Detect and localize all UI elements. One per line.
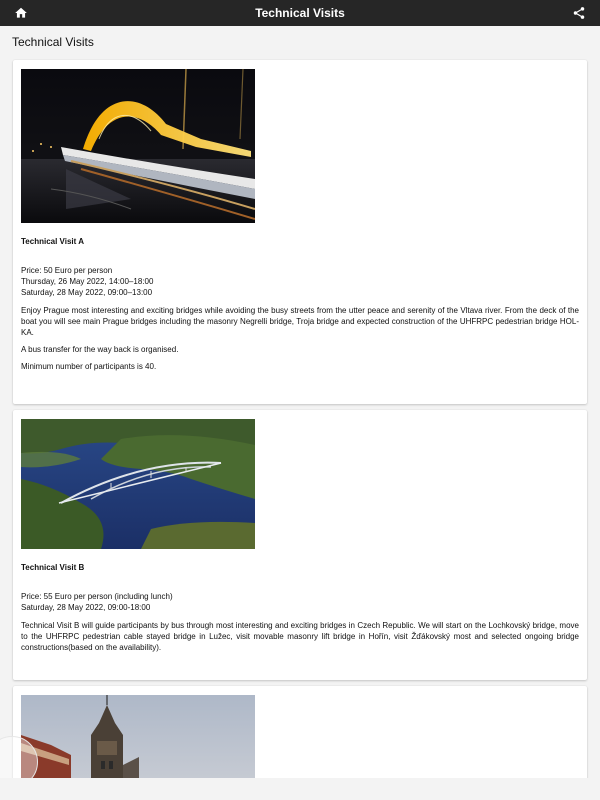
header-title: Technical Visits [255,6,345,20]
visit-card-b [13,410,587,680]
night-arch-bridge-photo [21,69,255,223]
valley-arch-bridge-photo [21,419,255,549]
visit-description: Enjoy Prague most interesting and exciting bridges while avoiding the busy streets from the utter peace and serenity of the Vltava river. From the deck of the boat you will see main Prague bridges including the masonry Negrelli bridge, Troja bridge and expected construction of the UHFRPC pedestrian bridge HOL-KA. [21,306,579,337]
visit-description: A bus transfer for the way back is organised. [21,345,179,354]
visit-info [21,265,579,298]
visit-title: Technical Visit B [21,563,85,572]
visit-date: Thursday, 26 May 2022, 14:00–18:00 [21,277,154,286]
visit-title: Technical Visit A [21,237,84,246]
bottom-bar [0,778,600,800]
page-title: Technical Visits [12,35,94,49]
share-icon[interactable] [572,6,586,20]
visit-info [21,591,579,613]
home-icon[interactable] [14,6,28,20]
app-header [0,0,600,26]
prague-tower-photo [21,695,255,787]
visit-price: Price: 55 Euro per person (including lunch) [21,592,173,601]
visit-date: Saturday, 28 May 2022, 09:00–13:00 [21,288,153,297]
visit-card-a [13,60,587,404]
visit-description: Minimum number of participants is 40. [21,362,157,371]
visit-description: Technical Visit B will guide participants by bus through most interesting and exciting bridges in Czech Republic. We will start on the Lochkovský bridge, move to the UHFRPC pedestrian cable stayed bridge in Lužec, visit movable masonry lift bridge in Hořín, visit Žďákovský most and selected ongoing bridge constructions(based on the availability). [21,621,579,652]
visit-date: Saturday, 28 May 2022, 09:00-18:00 [21,603,151,612]
visit-price: Price: 50 Euro per person [21,266,113,275]
